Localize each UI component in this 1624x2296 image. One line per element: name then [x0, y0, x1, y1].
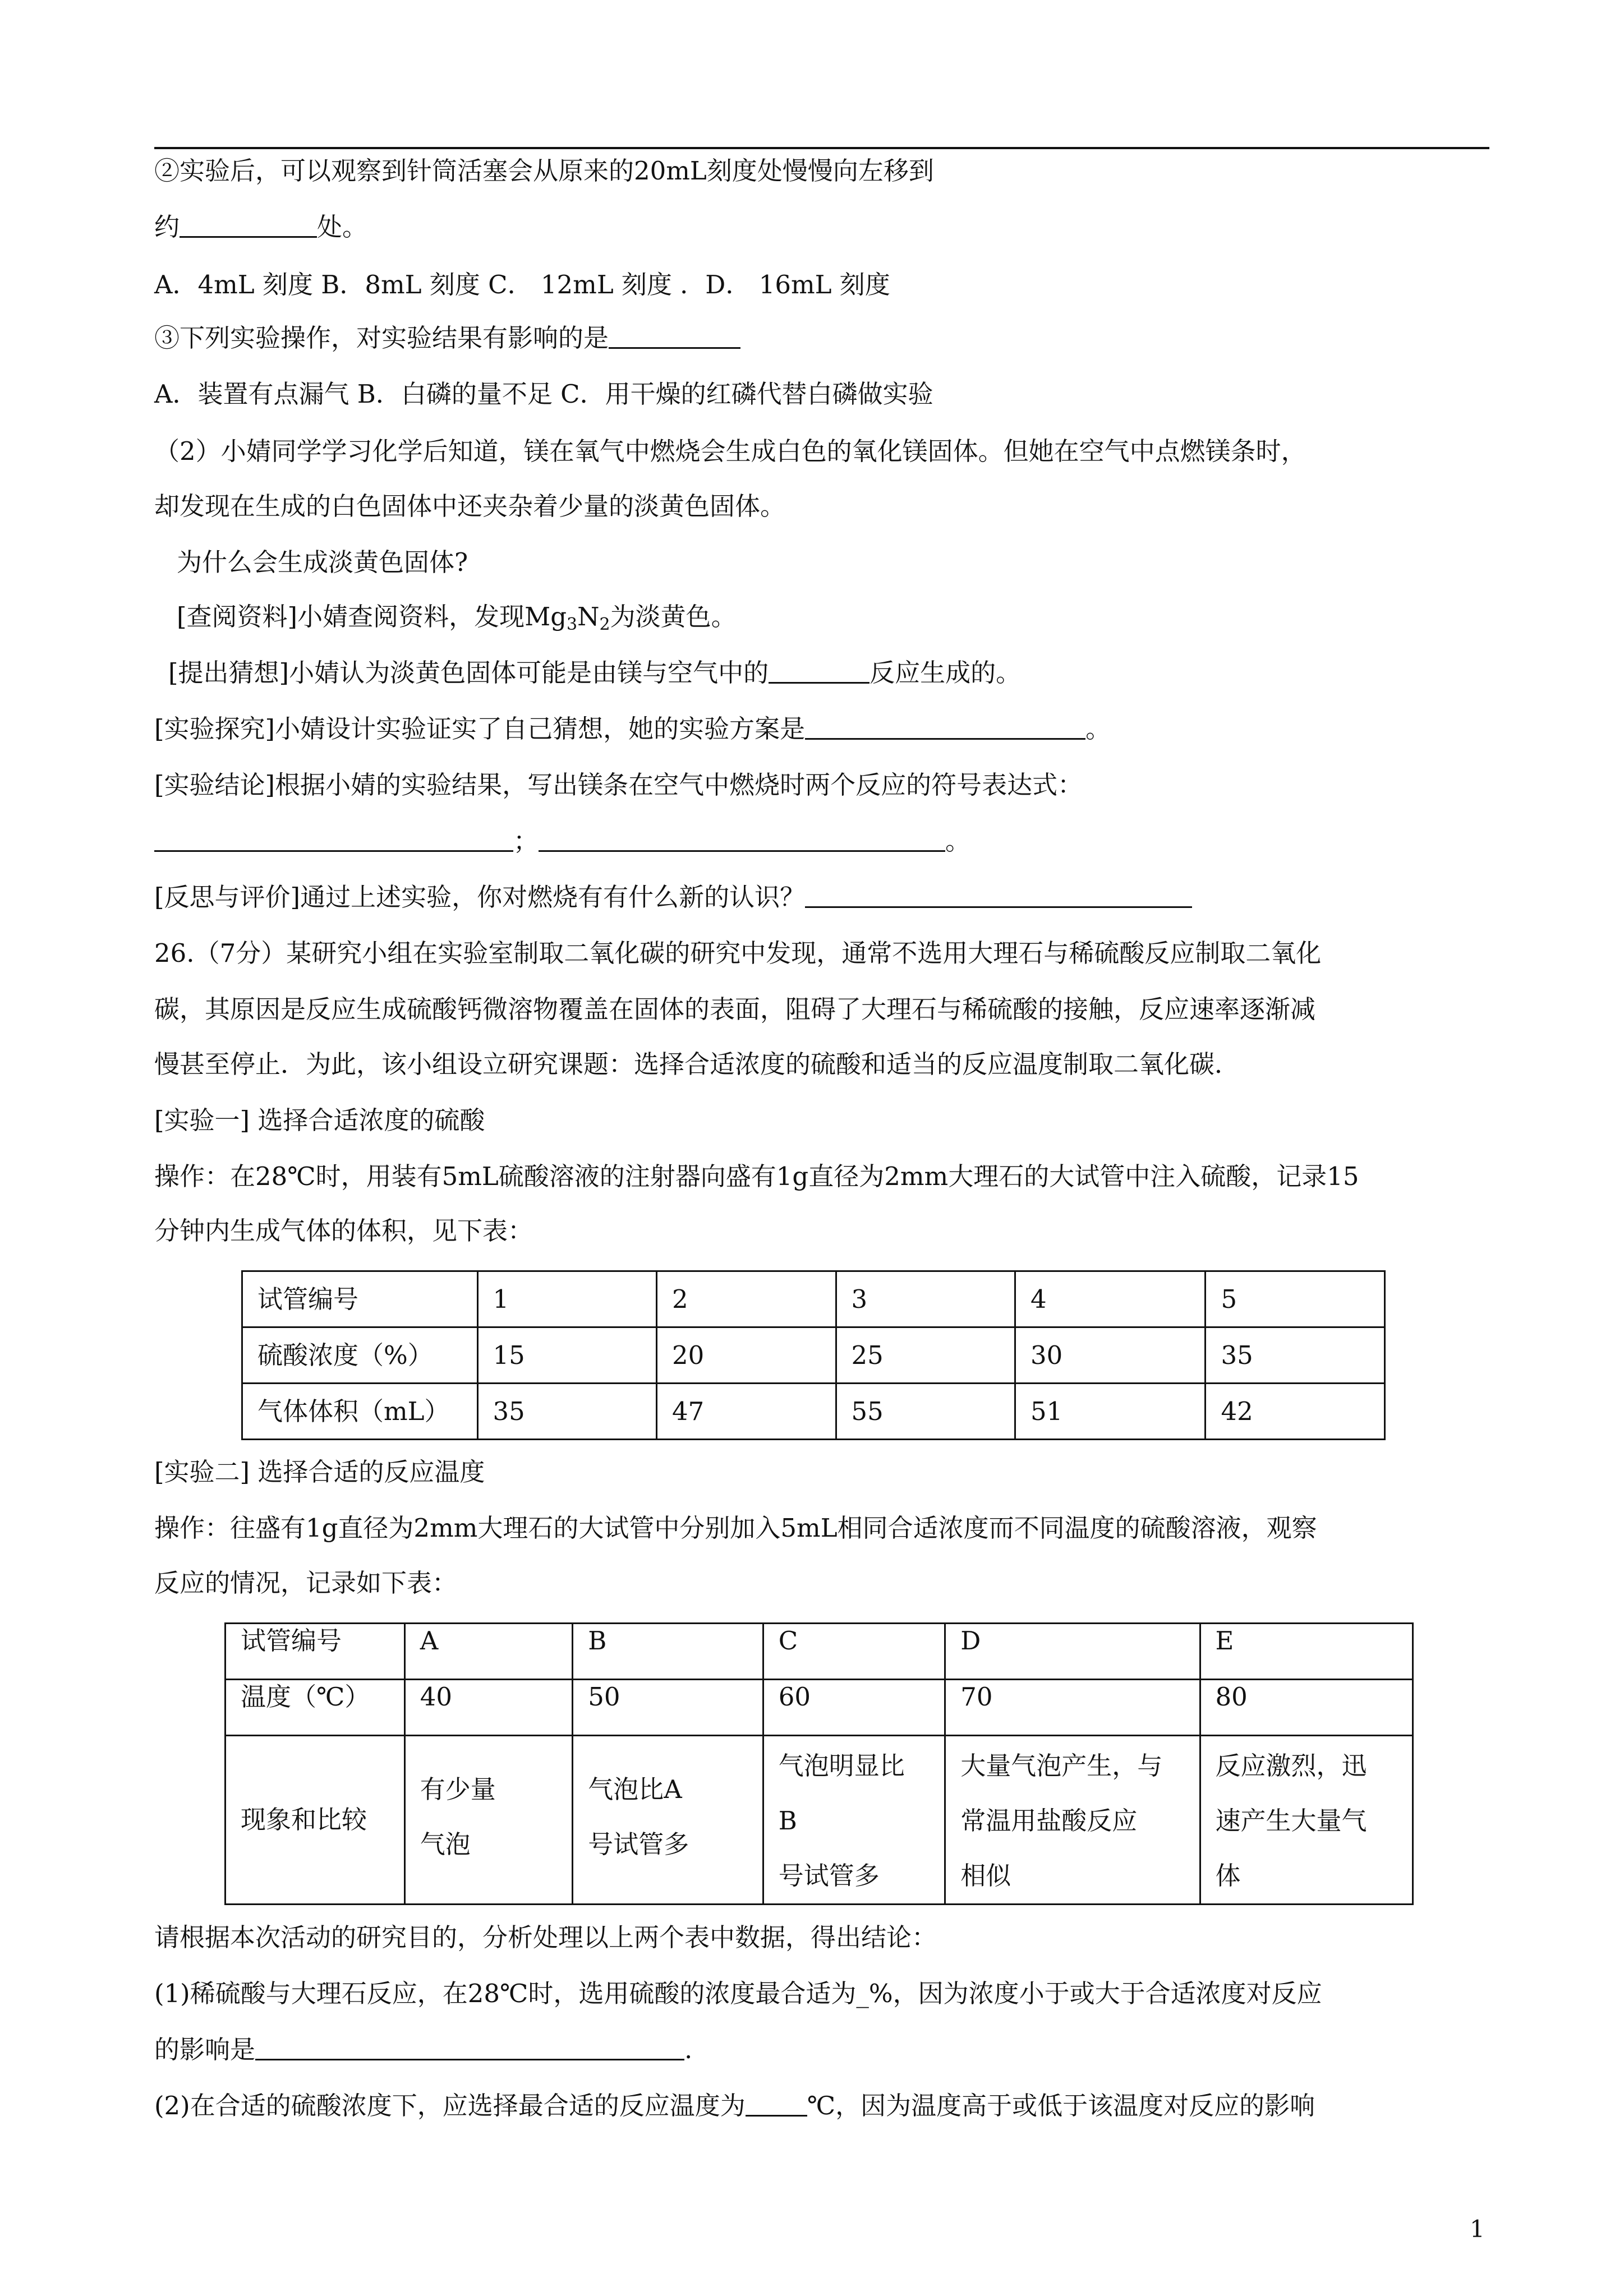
table-cell: A — [404, 1624, 573, 1680]
options-line-2: A．装置有点漏气 B．白磷的量不足 C．用干燥的红磷代替白磷做实验 — [154, 379, 933, 409]
table-cell: 2 — [657, 1271, 836, 1327]
table-cell: 试管编号 — [242, 1271, 478, 1327]
cell-line: 号试管多 — [778, 1861, 880, 1891]
table-cell: 70 — [945, 1680, 1200, 1736]
table-row — [226, 1736, 1413, 1905]
header-rule — [154, 147, 1489, 149]
conclusion-intro: 请根据本次活动的研究目的，分析处理以上两个表中数据，得出结论： — [154, 1922, 937, 1952]
text-fragment: 。 — [1085, 714, 1111, 744]
table-cell — [404, 1736, 573, 1905]
table-cell: 30 — [1015, 1327, 1206, 1384]
table-cell: 5 — [1206, 1271, 1385, 1327]
answer-blank[interactable] — [805, 882, 1192, 908]
page-number: 1 — [1470, 2215, 1485, 2243]
text-fragment: (2)在合适的硫酸浓度下，应选择最合适的反应温度为 — [154, 2091, 746, 2120]
table-cell — [1200, 1736, 1413, 1905]
cell-line: 气泡 — [420, 1829, 471, 1859]
table-cell: D — [945, 1624, 1200, 1680]
table-cell: 4 — [1015, 1271, 1206, 1327]
text-fragment: 。 — [945, 826, 971, 856]
text-fragment: 约 — [154, 212, 180, 242]
table-sulfuric-acid — [241, 1270, 1386, 1440]
text-fragment: ③下列实验操作，对实验结果有影响的是 — [154, 323, 609, 353]
text-fragment: ℃，因为温度高于或低于该温度对反应的影响 — [807, 2091, 1315, 2120]
text-line-10 — [168, 656, 1021, 690]
question-26-line-1: 26.（7分）某研究小组在实验室制取二氧化碳的研究中发现，通常不选用大理石与稀硫酸反应制取二氧化 — [154, 938, 1322, 968]
text-fragment: [提出猜想]小婧认为淡黄色固体可能是由镁与空气中的 — [168, 658, 769, 688]
text-fragment: [实验探究]小婧设计实验证实了自己猜想，她的实验方案是 — [154, 714, 806, 744]
answer-blank[interactable] — [255, 2034, 684, 2060]
table-cell: 温度（℃） — [226, 1680, 405, 1736]
cell-line: 反应激烈，迅 — [1215, 1751, 1367, 1781]
experiment-1-operation-line-2: 分钟内生成气体的体积，见下表： — [154, 1216, 533, 1246]
options-line-1: A．4mL 刻度 B．8mL 刻度 C． 12mL 刻度 ．D． 16mL 刻度 — [154, 270, 890, 299]
table-cell: 50 — [573, 1680, 763, 1736]
table-cell: 51 — [1015, 1384, 1206, 1440]
answer-blank[interactable] — [539, 826, 945, 852]
table-row — [226, 1680, 1413, 1736]
table-cell: 40 — [404, 1680, 573, 1736]
text-line-9 — [177, 600, 737, 642]
cell-line: 有少量 — [420, 1774, 496, 1804]
text-line-7: 却发现在生成的白色固体中还夹杂着少量的淡黄色固体。 — [154, 491, 786, 521]
text-fragment: [反思与评价]通过上述实验，你对燃烧有有什么新的认识？ — [154, 882, 806, 912]
table-cell: 55 — [836, 1384, 1015, 1440]
text-line-12: [实验结论]根据小婧的实验结果，写出镁条在空气中燃烧时两个反应的符号表达式： — [154, 770, 1083, 800]
experiment-2-heading: [实验二] 选择合适的反应温度 — [154, 1457, 485, 1487]
text-line-13 — [154, 824, 970, 858]
table-row — [226, 1624, 1413, 1680]
subscript: 2 — [599, 615, 610, 634]
text-line-14 — [154, 880, 1192, 914]
table-cell: 60 — [763, 1680, 945, 1736]
table-cell — [945, 1736, 1200, 1905]
table-cell: 80 — [1200, 1680, 1413, 1736]
answer-blank[interactable] — [805, 713, 1085, 740]
table-cell: 20 — [657, 1327, 836, 1384]
text-fragment: . — [684, 2035, 693, 2064]
cell-line: 常温用盐酸反应 — [960, 1806, 1138, 1836]
conclusion-1-line-1: (1)稀硫酸与大理石反应，在28℃时，选用硫酸的浓度最合适为_%，因为浓度小于或大于合适浓度对反应 — [154, 1979, 1322, 2008]
answer-blank[interactable] — [180, 211, 317, 238]
cell-line: 体 — [1215, 1861, 1241, 1891]
table-cell: 现象和比较 — [226, 1736, 405, 1905]
question-26-line-3: 慢甚至停止．为此，该小组设立研究课题：选择合适浓度的硫酸和适当的反应温度制取二氧化碳． — [154, 1049, 1240, 1079]
table-cell: 35 — [1206, 1327, 1385, 1384]
table-cell: E — [1200, 1624, 1413, 1680]
table-cell: 硫酸浓度（%） — [242, 1327, 478, 1384]
subscript: 3 — [567, 615, 578, 634]
table-cell: 试管编号 — [226, 1624, 405, 1680]
text-fragment: 为淡黄色。 — [610, 602, 737, 631]
cell-line: 速产生大量气 — [1215, 1806, 1367, 1836]
table-cell: 42 — [1206, 1384, 1385, 1440]
text-line-1: ②实验后，可以观察到针筒活塞会从原来的20mL刻度处慢慢向左移到 — [154, 156, 934, 186]
text-fragment: 处。 — [317, 212, 368, 242]
text-fragment: N — [577, 602, 600, 631]
conclusion-1-line-2 — [154, 2033, 692, 2067]
text-line-11 — [154, 712, 1111, 746]
table-cell: 15 — [477, 1327, 657, 1384]
cell-line: 气泡明显比 — [778, 1751, 905, 1781]
table-cell — [763, 1736, 945, 1905]
experiment-2-operation-line-2: 反应的情况，记录如下表： — [154, 1568, 458, 1598]
answer-blank[interactable] — [746, 2090, 807, 2117]
cell-line: 气泡比A — [588, 1774, 682, 1804]
cell-line: 号试管多 — [588, 1829, 689, 1859]
table-cell — [573, 1736, 763, 1905]
table-cell: 3 — [836, 1271, 1015, 1327]
text-line-4 — [154, 321, 740, 355]
table-cell: 25 — [836, 1327, 1015, 1384]
text-fragment: 反应生成的。 — [869, 658, 1022, 688]
text-fragment: [查阅资料]小婧查阅资料，发现Mg — [177, 602, 567, 631]
experiment-1-heading: [实验一] 选择合适浓度的硫酸 — [154, 1105, 485, 1135]
table-cell: B — [573, 1624, 763, 1680]
experiment-2-operation-line-1: 操作：往盛有1g直径为2mm大理石的大试管中分别加入5mL相同合适浓度而不同温度的硫酸溶液，观察 — [154, 1513, 1317, 1543]
table-row — [242, 1327, 1385, 1384]
answer-blank[interactable] — [769, 657, 869, 684]
text-fragment: 的影响是 — [154, 2035, 256, 2064]
table-cell: 气体体积（mL） — [242, 1384, 478, 1440]
table-cell: 1 — [477, 1271, 657, 1327]
cell-line: 大量气泡产生，与 — [960, 1751, 1163, 1781]
table-row — [242, 1271, 1385, 1327]
table-cell: 35 — [477, 1384, 657, 1440]
question-26-line-2: 碳，其原因是反应生成硫酸钙微溶物覆盖在固体的表面，阻碍了大理石与稀硫酸的接触，反应速率逐渐减 — [154, 994, 1316, 1024]
conclusion-2-line-1 — [154, 2089, 1315, 2123]
table-cell: C — [763, 1624, 945, 1680]
table-reaction-temperature — [224, 1622, 1414, 1905]
cell-line: 相似 — [960, 1861, 1011, 1891]
answer-blank[interactable] — [609, 322, 740, 349]
text-fragment: ； — [513, 826, 539, 856]
table-row — [242, 1384, 1385, 1440]
text-line-8: 为什么会生成淡黄色固体? — [177, 547, 468, 577]
text-line-6: （2）小婧同学学习化学后知道，镁在氧气中燃烧会生成白色的氧化镁固体。但她在空气中点燃镁条时， — [154, 436, 1306, 466]
table-cell: 47 — [657, 1384, 836, 1440]
cell-line: B — [778, 1806, 797, 1836]
text-line-2 — [154, 210, 367, 244]
answer-blank[interactable] — [154, 826, 513, 852]
experiment-1-operation-line-1: 操作：在28℃时，用装有5mL硫酸溶液的注射器向盛有1g直径为2mm大理石的大试管中注入硫酸，记录15 — [154, 1161, 1359, 1191]
